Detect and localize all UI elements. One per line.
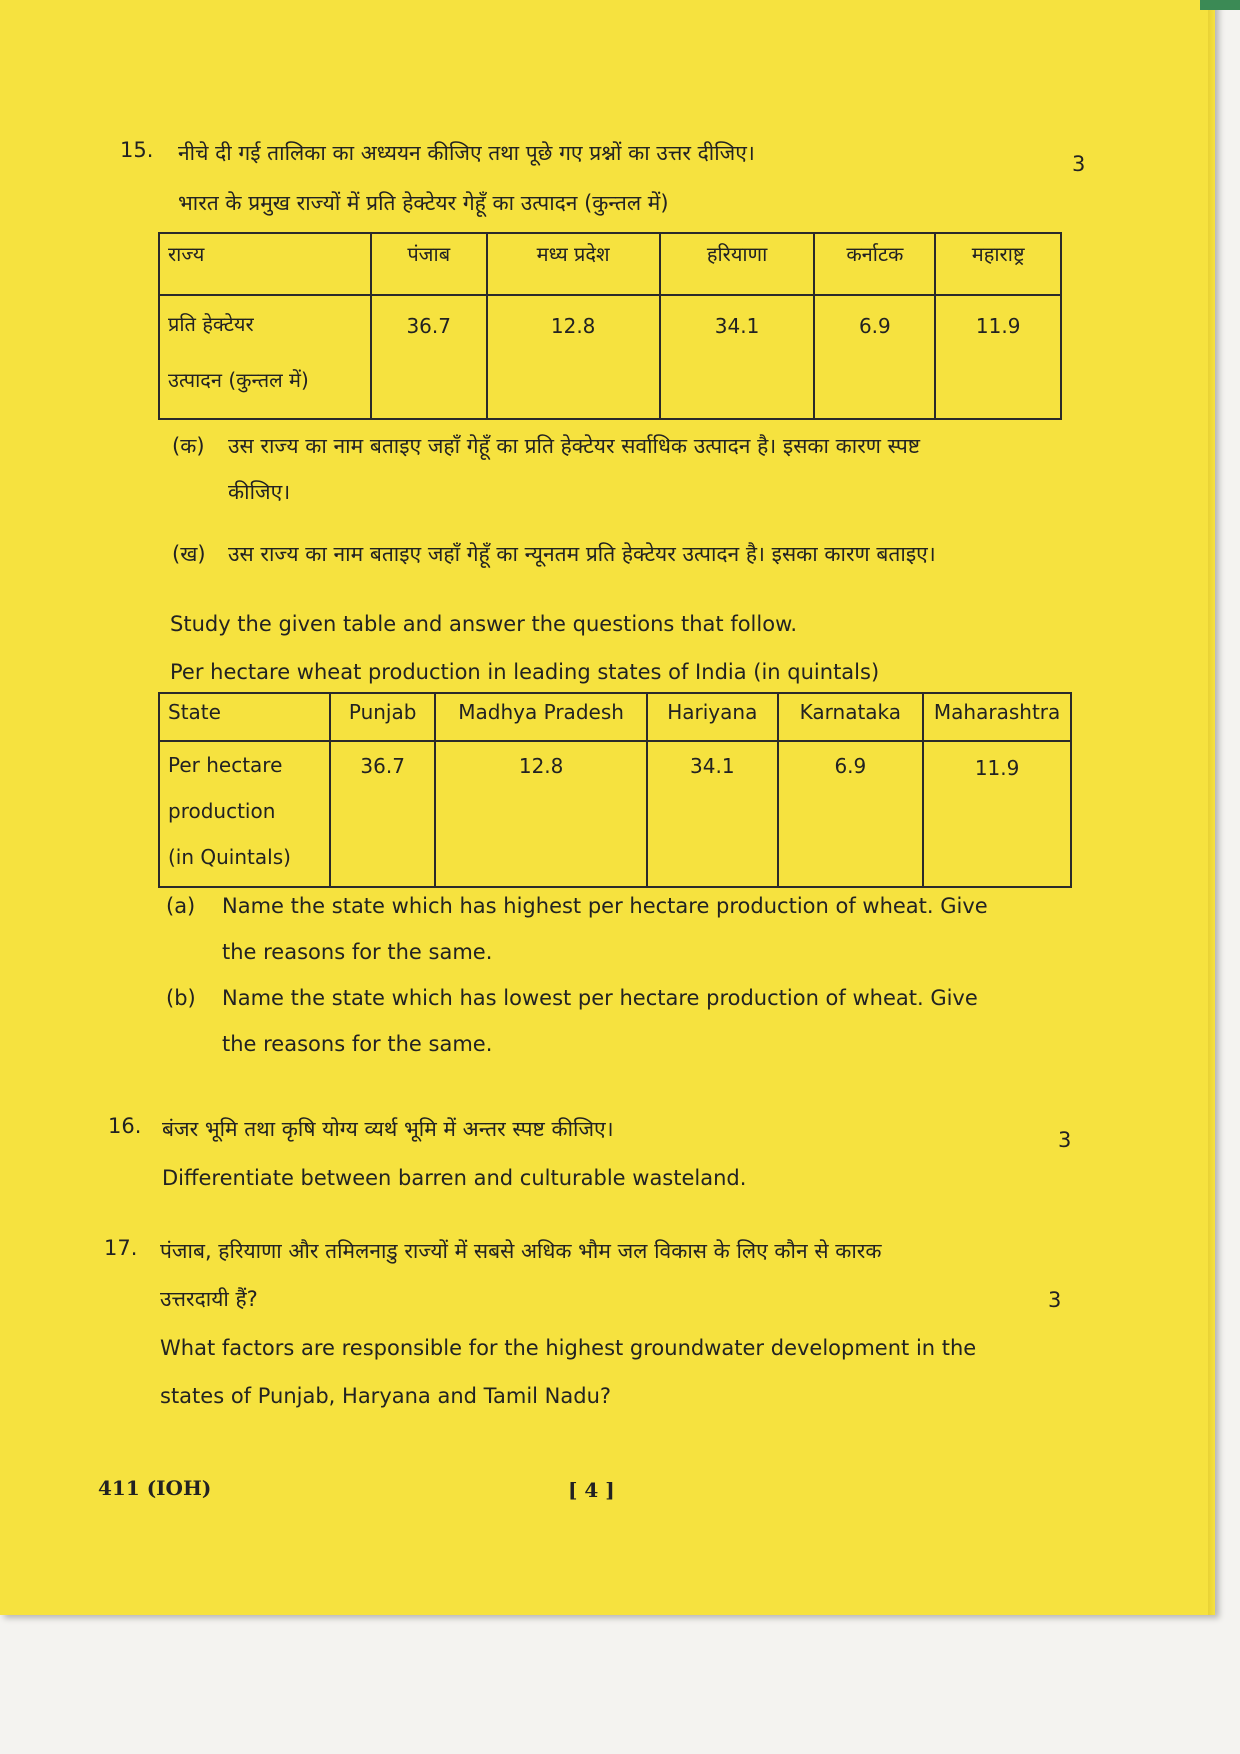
hindi-state-punjab: पंजाब xyxy=(371,233,487,295)
english-state-punjab: Punjab xyxy=(330,693,435,741)
q16-english: Differentiate between barren and culturable wasteland. xyxy=(162,1166,747,1190)
hindi-row-label-line2: उत्पादन (कुन्तल में) xyxy=(168,368,309,392)
hindi-table-header-label: राज्य xyxy=(159,233,371,295)
english-state-madhya-pradesh: Madhya Pradesh xyxy=(435,693,647,741)
paper-code: 411 (IOH) xyxy=(98,1476,212,1500)
english-value-hariyana: 34.1 xyxy=(647,741,777,887)
q15-number: 15. xyxy=(120,138,154,162)
page-number: [ 4 ] xyxy=(568,1478,615,1502)
part-a-label: (a) xyxy=(166,894,196,918)
q15-hindi-table xyxy=(158,232,1062,420)
q17-number: 17. xyxy=(104,1236,138,1260)
part-a-line1: Name the state which has highest per hectare production of wheat. Give xyxy=(222,894,988,918)
q17-hindi-line1: पंजाब, हरियाणा और तमिलनाडु राज्यों में सबसे अधिक भौम जल विकास के लिए कौन से कारक xyxy=(160,1239,882,1263)
hindi-state-maharashtra: महाराष्ट्र xyxy=(935,233,1061,295)
hindi-value-karnataka: 6.9 xyxy=(814,295,935,419)
part-ka-line2: कीजिए। xyxy=(228,480,291,504)
q17-english-line2: states of Punjab, Haryana and Tamil Nadu? xyxy=(160,1384,612,1408)
hindi-state-madhya-pradesh: मध्य प्रदेश xyxy=(487,233,660,295)
q15-marks: 3 xyxy=(1072,152,1086,176)
q15-hindi-instruction: नीचे दी गई तालिका का अध्ययन कीजिए तथा पूछे गए प्रश्नों का उत्तर दीजिए। xyxy=(178,141,755,165)
q16-number: 16. xyxy=(108,1114,142,1138)
hindi-table-row-label xyxy=(159,295,371,419)
hindi-state-karnataka: कर्नाटक xyxy=(814,233,935,295)
english-table-value-row xyxy=(159,741,1071,887)
english-state-karnataka: Karnataka xyxy=(778,693,924,741)
english-table-header-label: State xyxy=(159,693,330,741)
q17-marks: 3 xyxy=(1048,1288,1062,1312)
sheet-edge xyxy=(1208,0,1215,1615)
q15-english-instruction: Study the given table and answer the questions that follow. xyxy=(170,612,797,636)
part-ka-label: (क) xyxy=(172,434,205,458)
corner-strip xyxy=(1200,0,1240,10)
q16-marks: 3 xyxy=(1058,1128,1072,1152)
part-b-line1: Name the state which has lowest per hectare production of wheat. Give xyxy=(222,986,978,1010)
part-a-line2: the reasons for the same. xyxy=(222,940,493,964)
hindi-table-header-row xyxy=(159,233,1061,295)
hindi-table-value-row xyxy=(159,295,1061,419)
hindi-value-madhya-pradesh: 12.8 xyxy=(487,295,660,419)
part-kha-line1: उस राज्य का नाम बताइए जहाँ गेहूँ का न्यूनतम प्रति हेक्टेयर उत्पादन है। इसका कारण बताइए। xyxy=(228,542,936,566)
q15-english-part-b xyxy=(166,976,1086,1066)
part-b-line2: the reasons for the same. xyxy=(222,1032,493,1056)
q15-english-table-title: Per hectare wheat production in leading states of India (in quintals) xyxy=(170,660,880,684)
q15-hindi-part-kha xyxy=(172,532,1092,578)
hindi-row-label-line1: प्रति हेक्टेयर xyxy=(168,312,254,336)
q17-english-line1: What factors are responsible for the highest groundwater development in the xyxy=(160,1336,977,1360)
q15-hindi-table-title: भारत के प्रमुख राज्यों में प्रति हेक्टेयर गेहूँ का उत्पादन (कुन्तल में) xyxy=(178,191,669,215)
english-value-madhya-pradesh: 12.8 xyxy=(435,741,647,887)
english-row-label-line1: Per hectare xyxy=(168,753,283,777)
english-value-karnataka: 6.9 xyxy=(778,741,924,887)
english-row-label-line3: (in Quintals) xyxy=(168,845,291,869)
english-value-punjab: 36.7 xyxy=(330,741,435,887)
english-table-header-row xyxy=(159,693,1071,741)
part-b-label: (b) xyxy=(166,986,196,1010)
q15-english-table xyxy=(158,692,1072,888)
hindi-value-haryana: 34.1 xyxy=(660,295,815,419)
q15-english-part-a xyxy=(166,884,1086,974)
hindi-value-punjab: 36.7 xyxy=(371,295,487,419)
part-kha-label: (ख) xyxy=(172,542,206,566)
english-value-maharashtra: 11.9 xyxy=(923,741,1071,887)
q15-hindi-part-ka xyxy=(172,424,1092,514)
q16-hindi: बंजर भूमि तथा कृषि योग्य व्यर्थ भूमि में अन्तर स्पष्ट कीजिए। xyxy=(162,1117,614,1141)
hindi-state-haryana: हरियाणा xyxy=(660,233,815,295)
english-row-label-line2: production xyxy=(168,799,276,823)
q17-hindi-line2: उत्तरदायी हैं? xyxy=(160,1287,258,1311)
hindi-value-maharashtra: 11.9 xyxy=(935,295,1061,419)
english-table-row-label xyxy=(159,741,330,887)
english-state-maharashtra: Maharashtra xyxy=(923,693,1071,741)
part-ka-line1: उस राज्य का नाम बताइए जहाँ गेहूँ का प्रति हेक्टेयर सर्वाधिक उत्पादन है। इसका कारण स्पष्ट xyxy=(228,434,921,458)
english-state-hariyana: Hariyana xyxy=(647,693,777,741)
